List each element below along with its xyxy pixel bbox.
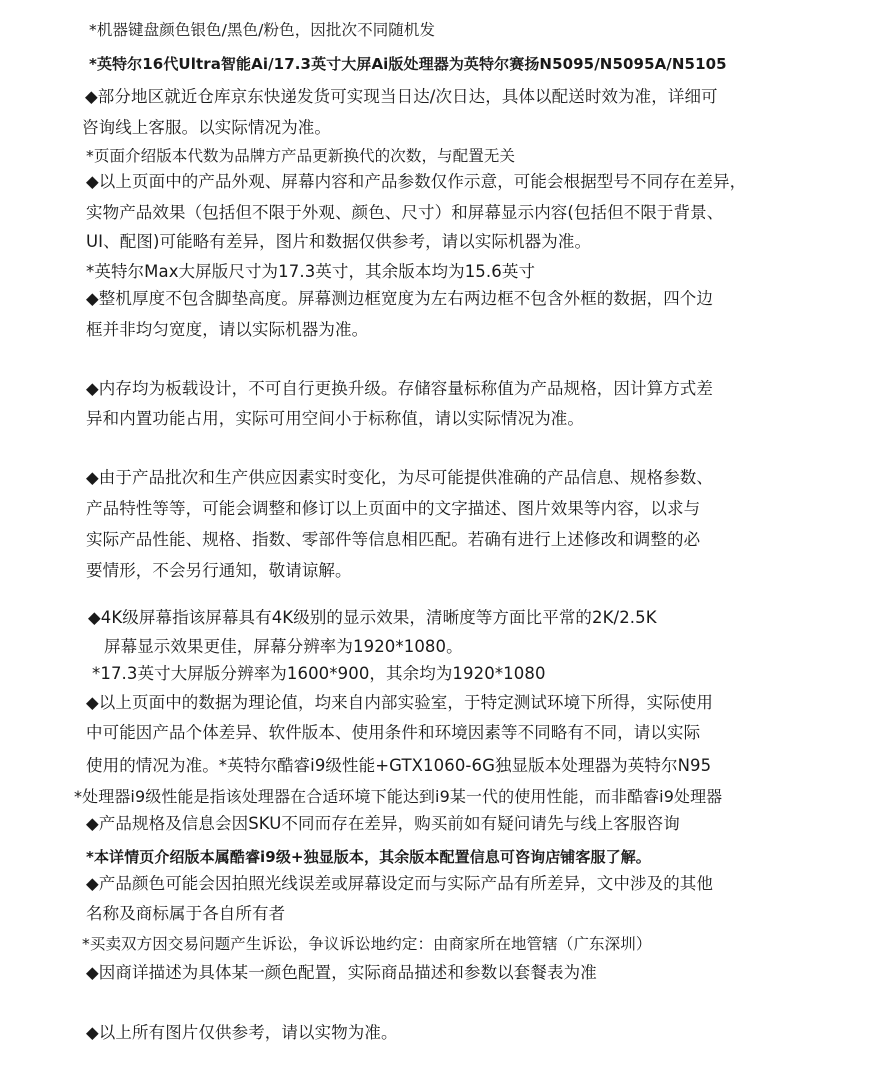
notice-line-lab-data-cont-1: 中可能因产品个体差异、软件版本、使用条件和环境因素等不同略有不同，请以实际 [86, 723, 701, 742]
notice-line-batch-changes-cont-1: 产品特性等等，可能会调整和修订以上页面中的文字描述、图片效果等内容，以求与 [86, 499, 701, 518]
notice-line-keyboard-color: *机器键盘颜色银色/黑色/粉色，因批次不同随机发 [89, 21, 436, 39]
notice-line-images-reference: ◆以上所有图片仅供参考，请以实物为准。 [86, 1023, 398, 1042]
notice-line-memory: ◆内存均为板载设计，不可自行更换升级。存储容量标称值为产品规格，因计算方式差 [86, 379, 713, 398]
notice-line-processor-model: *英特尔16代Ultra智能Ai/17.3英寸大屏Ai版处理器为英特尔赛扬N5095/N5095A/N5105 [89, 55, 727, 73]
notice-line-appearance-cont-2: UI、配图)可能略有差异，图片和数据仅供参考，请以实际机器为准。 [86, 232, 592, 251]
notice-line-color-difference-cont: 名称及商标属于各自所有者 [86, 904, 286, 923]
notice-line-batch-changes-cont-3: 要情形，不会另行通知，敬请谅解。 [86, 561, 352, 580]
notice-line-memory-cont: 异和内置功能占用，实际可用空间小于标称值，请以实际情况为准。 [86, 409, 584, 428]
notice-line-litigation: *买卖双方因交易问题产生诉讼，争议诉讼地约定：由商家所在地管辖（广东深圳） [82, 935, 652, 953]
notice-line-i9-performance: *处理器i9级性能是指该处理器在合适环境下能达到i9某一代的使用性能，而非酷睿i9处理器 [74, 787, 723, 806]
notice-line-color-difference: ◆产品颜色可能会因拍照光线误差或屏幕设定而与实际产品有所差异，文中涉及的其他 [86, 874, 713, 893]
notice-line-version-generation: *页面介绍版本代数为品牌方产品更新换代的次数，与配置无关 [86, 147, 516, 165]
notice-line-color-config: ◆因商详描述为具体某一颜色配置，实际商品描述和参数以套餐表为准 [86, 963, 597, 982]
notice-line-delivery-cont: 咨询线上客服。以实际情况为准。 [82, 118, 331, 137]
notice-line-detail-version: *本详情页介绍版本属酷睿i9级+独显版本，其余版本配置信息可咨询店铺客服了解。 [86, 848, 651, 866]
notice-line-4k-screen-cont: 屏幕显示效果更佳，屏幕分辨率为1920*1080。 [104, 637, 463, 656]
notice-line-thickness: ◆整机厚度不包含脚垫高度。屏幕测边框宽度为左右两边框不包含外框的数据，四个边 [86, 289, 713, 308]
notice-line-resolution: *17.3英寸大屏版分辨率为1600*900，其余均为1920*1080 [92, 664, 546, 683]
notice-line-appearance: ◆以上页面中的产品外观、屏幕内容和产品参数仅作示意，可能会根据型号不同存在差异， [86, 172, 747, 191]
notice-line-screen-size: *英特尔Max大屏版尺寸为17.3英寸，其余版本均为15.6英寸 [86, 262, 536, 281]
notice-line-sku: ◆产品规格及信息会因SKU不同而存在差异，购买前如有疑问请先与线上客服咨询 [86, 814, 680, 833]
notice-line-batch-changes-cont-2: 实际产品性能、规格、指数、零部件等信息相匹配。若确有进行上述修改和调整的必 [86, 530, 701, 549]
notice-line-batch-changes: ◆由于产品批次和生产供应因素实时变化，为尽可能提供准确的产品信息、规格参数、 [86, 468, 713, 487]
notice-line-lab-data: ◆以上页面中的数据为理论值，均来自内部实验室，于特定测试环境下所得，实际使用 [86, 693, 713, 712]
notice-line-thickness-cont: 框并非均匀宽度，请以实际机器为准。 [86, 320, 369, 339]
notice-line-4k-screen: ◆4K级屏幕指该屏幕具有4K级别的显示效果，清晰度等方面比平常的2K/2.5K [88, 608, 657, 627]
notice-line-appearance-cont-1: 实物产品效果（包括但不限于外观、颜色、尺寸）和屏幕显示内容(包括但不限于背景、 [86, 203, 724, 222]
notice-line-lab-data-cont-2: 使用的情况为准。*英特尔酷睿i9级性能+GTX1060-6G独显版本处理器为英特尔N95 [86, 756, 712, 775]
notice-line-delivery: ◆部分地区就近仓库京东快递发货可实现当日达/次日达，具体以配送时效为准，详细可 [85, 87, 718, 106]
